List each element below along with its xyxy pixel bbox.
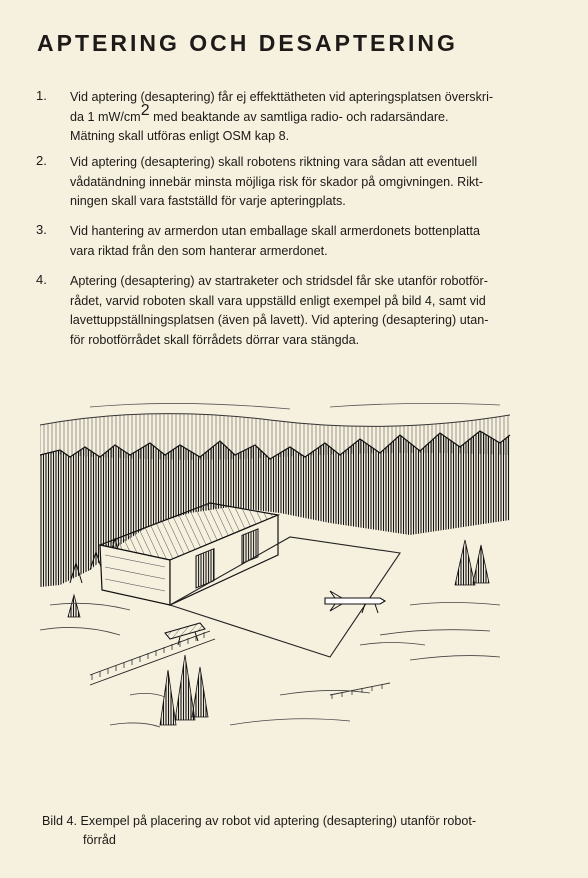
item-number: 3. <box>36 222 47 237</box>
item-number: 1. <box>36 88 47 103</box>
item-number: 2. <box>36 153 47 168</box>
item-line: vådatändning innebär minsta möjliga risk för skador på omgivningen. Rikt- <box>70 174 484 189</box>
caption-line: förråd <box>83 833 116 847</box>
item-line: Vid aptering (desaptering) får ej effekttätheten vid apteringsplatsen överskri- <box>70 90 494 104</box>
item-number: 4. <box>36 272 47 287</box>
fence-strip <box>90 631 390 699</box>
item-line: för robotförrådet skall förrådets dörrar vara stängda. <box>70 332 360 347</box>
item-text <box>70 88 530 147</box>
ground-strokes <box>40 603 500 728</box>
item-line: vara riktad från den som hanterar armerdonet. <box>70 243 328 258</box>
unit-text: da 1 mW/cm <box>70 109 141 124</box>
item-text <box>70 272 530 350</box>
page-title: APTERING OCH DESAPTERING <box>37 30 458 56</box>
item-line: Aptering (desaptering) av startraketer och stridsdel får ske utanför robotför- <box>70 274 488 288</box>
figure-caption <box>42 812 522 850</box>
item-line: Mätning skall utföras enligt OSM kap 8. <box>70 129 290 143</box>
item-text <box>70 153 530 212</box>
item-line: ningen skall vara fastställd för varje apteringplats. <box>70 194 346 208</box>
launcher <box>165 623 205 645</box>
superscript: 2 <box>140 101 150 119</box>
caption-line: Bild 4. Exempel på placering av robot vid aptering (desaptering) utanför robot- <box>42 814 477 828</box>
item-line: Vid hantering av armerdon utan emballage skall armerdonets bottenplatta <box>70 224 481 238</box>
item-line: rådet, varvid roboten skall vara uppställd enligt exempel på bild 4, samt vid <box>70 293 486 308</box>
item-line <box>70 101 530 128</box>
unit-continuation: med beaktande av samtliga radio- och radarsändare. <box>153 109 449 124</box>
landscape-illustration <box>30 395 530 755</box>
missile <box>325 591 385 613</box>
item-text <box>70 222 530 261</box>
item-line: Vid aptering (desaptering) skall robotens riktning vara sådan att eventuell <box>70 155 478 169</box>
item-line: lavettuppställningsplatsen (även på lavett). Vid aptering (desaptering) utan- <box>70 313 489 327</box>
